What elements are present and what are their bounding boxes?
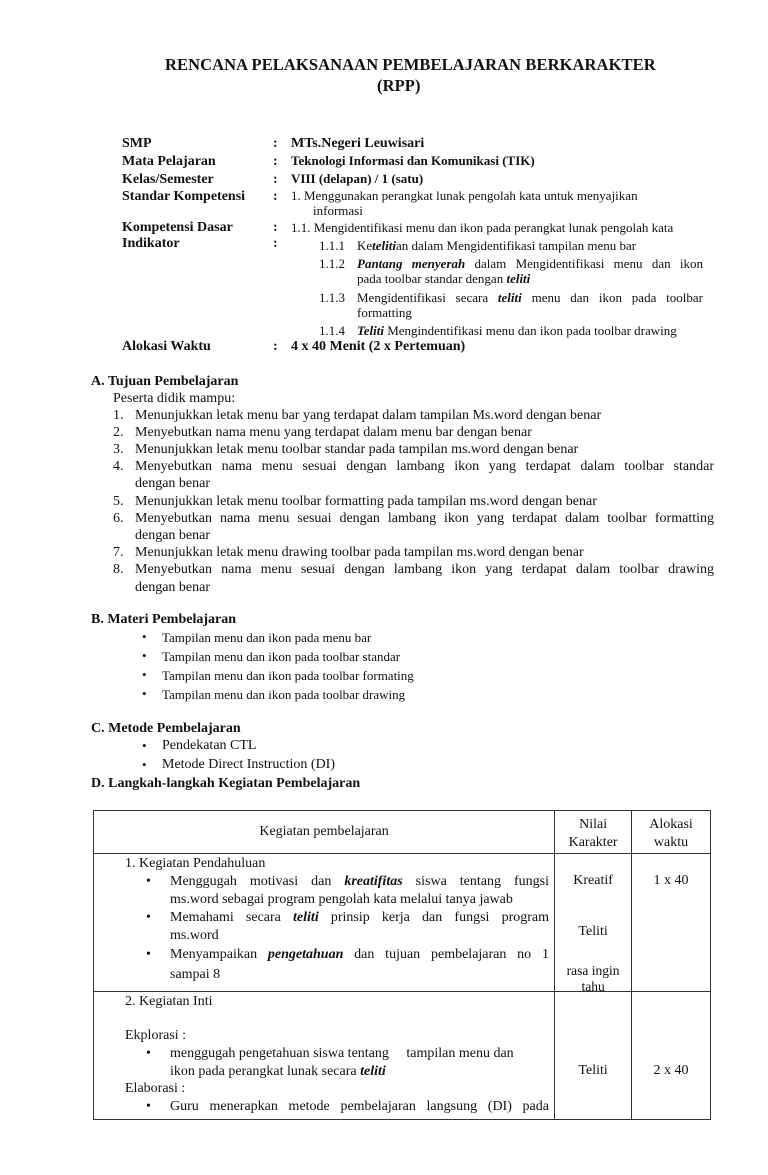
indikator-item-2-line2 — [357, 271, 530, 287]
row-title: 1. Kegiatan Pendahuluan — [125, 856, 266, 871]
list-item: Pendekatan CTL — [162, 738, 257, 753]
indikator-text: menu dan ikon pada toolbar — [521, 290, 703, 305]
list-item-continuation: dengan benar — [135, 476, 211, 491]
bullet: • — [142, 667, 147, 682]
table-row — [94, 992, 711, 1120]
list-item: Menyebutkan nama menu yang terdapat dalam menu bar dengan benar — [135, 425, 532, 440]
sk-value-line1: 1. Menggunakan perangkat lunak pengolah kata untuk menyajikan — [291, 188, 638, 203]
list-number: 5. — [113, 494, 124, 509]
item-text: dan tujuan pembelajaran no 1 — [343, 947, 549, 962]
colon: : — [273, 189, 278, 204]
sk-value-line2: informasi — [313, 203, 363, 218]
indikator-num: 1.1.3 — [319, 290, 345, 305]
bullet: • — [142, 629, 147, 644]
list-item: Tampilan menu dan ikon pada toolbar drawing — [162, 687, 406, 702]
document-title: RENCANA PELAKSANAAN PEMBELAJARAN BERKARAKTER — [165, 55, 656, 74]
sk-label: Standar Kompetensi — [122, 189, 246, 204]
list-item: Tampilan menu dan ikon pada toolbar standar — [162, 649, 401, 664]
item-text: Memahami secara — [170, 910, 294, 925]
kd-label: Kompetensi Dasar — [122, 220, 233, 235]
list-item-continuation: sampai 8 — [170, 967, 221, 982]
bullet: • — [146, 1046, 151, 1061]
nilai-text: rasa ingin — [566, 963, 620, 978]
nilai-text: Teliti — [578, 1063, 608, 1078]
header-alokasi-line2: waktu — [653, 835, 689, 850]
colon: : — [273, 236, 278, 251]
indikator-item-4 — [357, 323, 677, 339]
list-number: 6. — [113, 511, 124, 526]
alokasi-pendahuluan-cell — [632, 854, 711, 992]
indikator-emphasis: Teliti — [357, 323, 384, 338]
section-intro: Peserta didik mampu: — [113, 391, 236, 406]
bullet: • — [146, 910, 151, 925]
mapel-value: Teknologi Informasi dan Komunikasi (TIK) — [291, 153, 535, 168]
indikator-num: 1.1.1 — [319, 238, 345, 253]
list-item: menggugah pengetahuan siswa tentang tampilan menu dan — [170, 1046, 514, 1061]
indikator-text: dalam Mengidentifikasi menu dan ikon — [474, 256, 703, 271]
bullet: • — [146, 874, 151, 889]
smp-value: MTs.Negeri Leuwisari — [291, 136, 425, 151]
alokasi-inti-cell — [632, 992, 711, 1120]
list-item: Menyebutkan nama menu sesuai dengan lambang ikon yang terdapat dalam toolbar drawing — [135, 562, 714, 577]
section-heading: B. Materi Pembelajaran — [91, 612, 237, 627]
subsection-label: Elaborasi : — [125, 1081, 186, 1096]
mapel-label: Mata Pelajaran — [122, 154, 216, 169]
indikator-emphasis: Pantang menyerah — [357, 256, 466, 271]
indikator-prefix: Ke — [357, 238, 373, 253]
list-item-continuation: ms.word — [170, 928, 219, 943]
list-item: Menunjukkan letak menu toolbar standar pada tampilan ms.word dengan benar — [135, 442, 579, 457]
item-emphasis: pengetahuan — [267, 947, 344, 962]
indikator-item-3-line1 — [357, 290, 703, 306]
list-number: 1. — [113, 408, 124, 423]
nilai-text: Kreatif — [573, 873, 613, 888]
indikator-text: Mengindentifikasi menu dan ikon pada toolbar drawing — [383, 323, 677, 338]
header-alokasi — [632, 811, 711, 854]
list-number: 2. — [113, 425, 124, 440]
kegiatan-inti-cell — [94, 992, 555, 1120]
section-heading: D. Langkah-langkah Kegiatan Pembelajaran — [91, 776, 361, 791]
nilai-text: tahu — [581, 979, 605, 994]
list-number: 3. — [113, 442, 124, 457]
colon: : — [273, 154, 278, 169]
header-nilai — [555, 811, 632, 854]
list-item: Tampilan menu dan ikon pada toolbar formating — [162, 668, 414, 683]
alokasi-text: 2 x 40 — [653, 1063, 689, 1078]
list-item — [170, 874, 549, 890]
header-nilai-line1: Nilai — [579, 817, 608, 832]
bullet: • — [142, 757, 147, 772]
nilai-text: Teliti — [578, 924, 608, 939]
document-subtitle: (RPP) — [377, 76, 421, 95]
bullet: • — [142, 738, 147, 753]
table-row — [94, 854, 711, 992]
list-number: 4. — [113, 459, 124, 474]
list-item: Menunjukkan letak menu bar yang terdapat dalam tampilan Ms.word dengan benar — [135, 408, 602, 423]
item-text: prinsip kerja dan fungsi program — [318, 910, 549, 925]
list-item: Metode Direct Instruction (DI) — [162, 757, 335, 772]
list-item-continuation: dengan benar — [135, 528, 211, 543]
subsection-label: Ekplorasi : — [125, 1028, 187, 1043]
list-item: Menunjukkan letak menu drawing toolbar pada tampilan ms.word dengan benar — [135, 545, 584, 560]
item-emphasis: teliti — [360, 1064, 386, 1079]
alokasi-value: 4 x 40 Menit (2 x Pertemuan) — [291, 339, 466, 354]
colon: : — [273, 136, 278, 151]
row-title: 2. Kegiatan Inti — [125, 994, 213, 1009]
indikator-emphasis: teliti — [497, 290, 522, 305]
list-item: Menyebutkan nama menu sesuai dengan lambang ikon yang terdapat dalam toolbar standar — [135, 459, 714, 474]
colon: : — [273, 339, 278, 354]
alokasi-text: 1 x 40 — [653, 873, 689, 888]
list-item-continuation — [170, 1064, 386, 1080]
nilai-inti-cell — [555, 992, 632, 1120]
item-text: ikon pada perangkat lunak secara — [170, 1064, 361, 1079]
indikator-text: an dalam Mengidentifikasi tampilan menu bar — [396, 238, 637, 253]
list-item: Menunjukkan letak menu toolbar formatting pada tampilan ms.word dengan benar — [135, 494, 597, 509]
item-emphasis: kreatifitas — [344, 874, 403, 889]
indikator-text: pada toolbar standar dengan — [357, 271, 507, 286]
item-text: Menyampaikan — [170, 947, 268, 962]
indikator-text: Mengidentifikasi secara — [357, 290, 498, 305]
indikator-emphasis: teliti — [372, 238, 397, 253]
item-emphasis: teliti — [293, 910, 319, 925]
colon: : — [273, 220, 278, 235]
list-item: Guru menerapkan metode pembelajaran langsung (DI) pada — [170, 1099, 549, 1114]
indikator-label: Indikator — [122, 236, 180, 251]
item-text: siswa tentang fungsi — [402, 874, 549, 889]
kegiatan-table — [93, 810, 711, 1120]
indikator-item-2-line1 — [357, 256, 703, 272]
kelas-label: Kelas/Semester — [122, 172, 214, 187]
indikator-num: 1.1.2 — [319, 256, 345, 271]
list-item-continuation: dengan benar — [135, 580, 211, 595]
kegiatan-pendahuluan-cell — [94, 854, 555, 992]
indikator-emphasis: teliti — [506, 271, 531, 286]
list-item-continuation: ms.word sebagai program pengolah kata melalui tanya jawab — [170, 892, 513, 907]
indikator-item-3-line2: formatting — [357, 305, 412, 320]
bullet: • — [142, 686, 147, 701]
section-heading: A. Tujuan Pembelajaran — [91, 374, 239, 389]
colon: : — [273, 172, 278, 187]
bullet: • — [142, 648, 147, 663]
item-text: Menggugah motivasi dan — [170, 874, 345, 889]
indikator-item-1 — [357, 238, 636, 254]
kelas-value: VIII (delapan) / 1 (satu) — [291, 171, 424, 186]
indikator-num: 1.1.4 — [319, 323, 345, 338]
list-item: Tampilan menu dan ikon pada menu bar — [162, 630, 372, 645]
list-item — [170, 947, 549, 963]
smp-label: SMP — [122, 136, 152, 151]
bullet: • — [146, 1099, 151, 1114]
list-item: Menyebutkan nama menu sesuai dengan lambang ikon yang terdapat dalam toolbar formatting — [135, 511, 714, 526]
header-nilai-line2: Karakter — [568, 835, 618, 850]
bullet: • — [146, 947, 151, 962]
alokasi-label: Alokasi Waktu — [122, 339, 211, 354]
list-item — [170, 910, 549, 926]
list-number: 7. — [113, 545, 124, 560]
header-alokasi-line1: Alokasi — [649, 817, 693, 832]
table-header-row — [94, 811, 711, 854]
list-number: 8. — [113, 562, 124, 577]
nilai-pendahuluan-cell — [555, 854, 632, 992]
header-kegiatan: Kegiatan pembelajaran — [94, 811, 555, 854]
section-heading: C. Metode Pembelajaran — [91, 721, 241, 736]
kd-value: 1.1. Mengidentifikasi menu dan ikon pada perangkat lunak pengolah kata — [291, 220, 674, 235]
